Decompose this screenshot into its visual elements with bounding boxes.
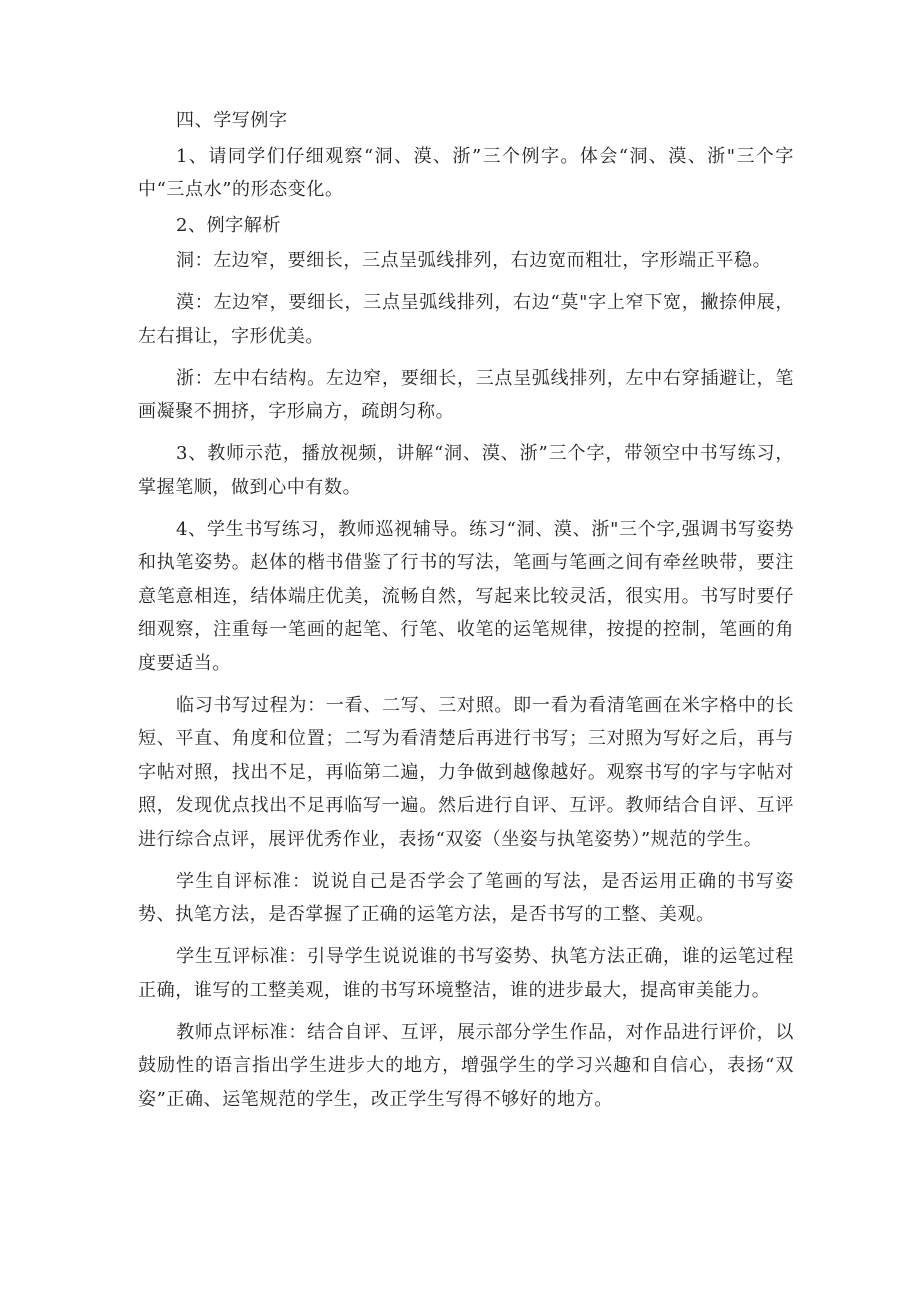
paragraph-mo: 漠：左边窄，要细长，三点呈弧线排列，右边“莫"字上窄下宽，撇捺伸展，左右揖让，字形优美。	[138, 292, 794, 347]
paragraph-copy-process: 临习书写过程为：一看、二写、三对照。即一看为看清笔画在米字格中的长短、平直、角度和位置；二写为看清楚后再进行书写；三对照为写好之后，再与字帖对照，找出不足，再临第二遍，力争做到越像越好。观察书写的字与字帖对照，发现优点找出不足再临写一遍。然后进行自评、互评。教师结合自评、互评进行综合点评，展评优秀作业，表扬“双姿（坐姿与执笔姿势）”规范的学生。	[138, 694, 794, 850]
section-heading: 四、学写例字	[176, 110, 288, 131]
subheading-analysis: 2、例字解析	[176, 214, 282, 236]
paragraph-teacher-demo: 3、教师示范，播放视频，讲解“洞、漠、浙”三个字，带领空中书写练习，掌握笔顺，做到心中有数。	[138, 443, 794, 498]
paragraph-teacher-evaluation: 教师点评标准：结合自评、互评，展示部分学生作品，对作品进行评价，以鼓励性的语言指出学生进步大的地方，增强学生的学习兴趣和自信心，表扬“双姿”正确、运笔规范的学生，改正学生写得不够好的地方。	[138, 1021, 794, 1110]
paragraph-zhe: 浙：左中右结构。左边窄，要细长，三点呈弧线排列，左中右穿插避让，笔画凝聚不拥挤，字形扁方，疏朗匀称。	[138, 367, 794, 422]
paragraph-student-practice: 4、学生书写练习，教师巡视辅导。练习“洞、漠、浙"三个字,强调书写姿势和执笔姿势。赵体的楷书借鉴了行书的写法，笔画与笔画之间有牵丝映带，要注意笔意相连，结体端庄优美，流畅自然，写起来比较灵活，很实用。书写时要仔细观察，注重每一笔画的起笔、行笔、收笔的运笔规律，按提的控制，笔画的角度要适当。	[138, 518, 794, 674]
paragraph-self-evaluation: 学生自评标准：说说自己是否学会了笔画的写法，是否运用正确的书写姿势、执笔方法，是否掌握了正确的运笔方法，是否书写的工整、美观。	[138, 870, 794, 925]
paragraph-observe: 1、请同学们仔细观察“洞、漠、浙”三个例字。体会“洞、漠、浙"三个字中“三点水”的形态变化。	[138, 145, 794, 200]
paragraph-peer-evaluation: 学生互评标准：引导学生说说谁的书写姿势、执笔方法正确，谁的运笔过程正确，谁写的工整美观，谁的书写环境整洁，谁的进步最大，提高审美能力。	[138, 946, 794, 1001]
document-body	[138, 104, 794, 1125]
paragraph-dong: 洞：左边窄，要细长，三点呈弧线排列，右边宽而粗壮，字形端正平稳。	[176, 250, 772, 271]
